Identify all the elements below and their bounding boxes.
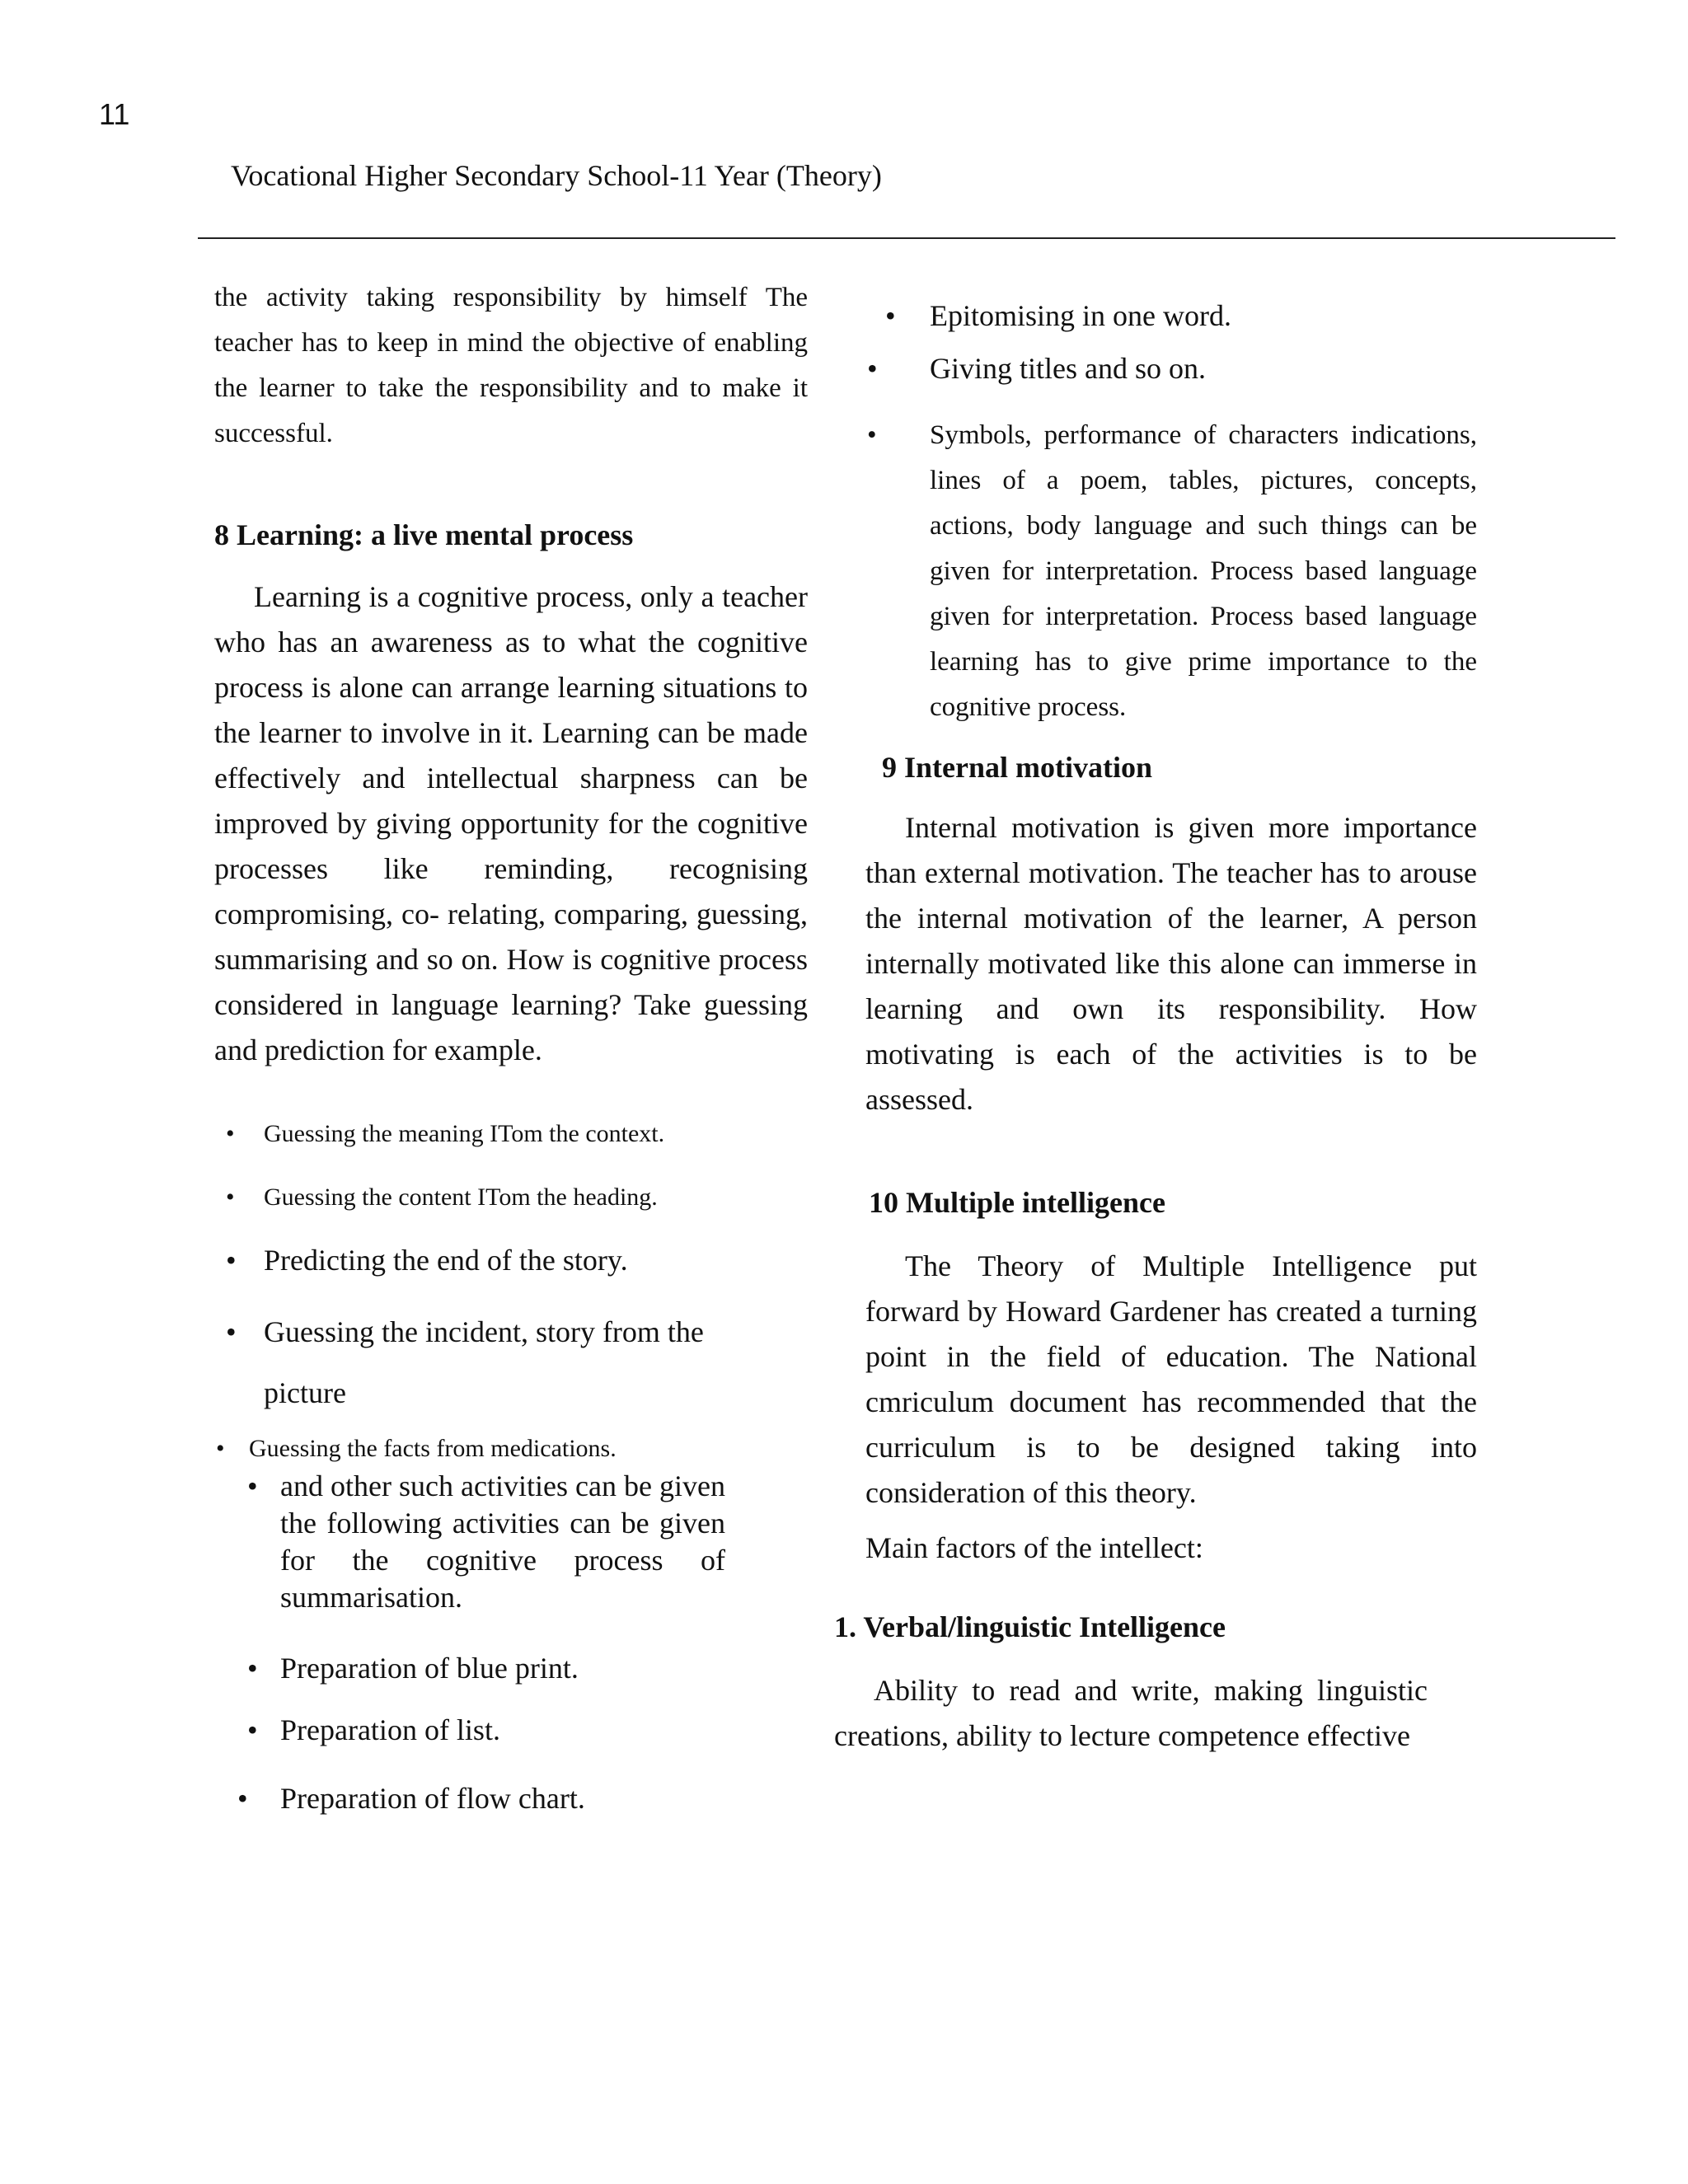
bullet-dot-icon: • bbox=[247, 1469, 258, 1502]
list-item bbox=[214, 1174, 808, 1220]
list-item-text: Guessing the facts from medications. bbox=[249, 1435, 617, 1462]
section-10-paragraph: The Theory of Multiple Intelligence put forward by Howard Gardener has created a turning point in the field of education. The National cmriculum document has recommended that the curriculum is to be designed taking into consideration of this theory. bbox=[865, 1249, 1477, 1509]
bullet-dot-icon: • bbox=[216, 1435, 225, 1462]
list-item-text: Guessing the incident, story from the picture bbox=[264, 1315, 704, 1409]
header-rule bbox=[198, 237, 1615, 239]
guessing-bullet-list bbox=[214, 1111, 808, 1616]
subsection-1-paragraph: Ability to read and write, making linguistic creations, ability to lecture competence effective bbox=[834, 1674, 1428, 1752]
interpretation-bullet-list bbox=[834, 285, 1477, 730]
left-column bbox=[214, 275, 808, 1821]
section-8-heading: 8 Learning: a live mental process bbox=[214, 518, 634, 551]
list-item-text: Predicting the end of the story. bbox=[264, 1244, 628, 1277]
list-item bbox=[214, 1776, 808, 1821]
list-item-text: Preparation of list. bbox=[280, 1713, 500, 1746]
section-9-heading: 9 Internal motivation bbox=[882, 751, 1152, 784]
list-item bbox=[214, 1468, 808, 1616]
bullet-dot-icon: • bbox=[247, 1713, 258, 1746]
bullet-dot-icon: • bbox=[237, 1782, 248, 1815]
bullet-dot-icon: • bbox=[247, 1652, 258, 1685]
section-9-paragraph: Internal motivation is given more importance than external motivation. The teacher has to arouse the internal motivation of the learner, A person internally motivated like this alone can immerse in learning and own its responsibility. How motivating is each of the activities is to be assessed. bbox=[865, 811, 1477, 1116]
list-item bbox=[214, 1708, 808, 1753]
list-item-text: Guessing the content ITom the heading. bbox=[264, 1183, 658, 1211]
list-item bbox=[214, 1301, 808, 1423]
list-item bbox=[214, 1430, 808, 1468]
running-header: Vocational Higher Secondary School-11 Year (Theory) bbox=[231, 159, 882, 192]
summarisation-bullet-list bbox=[214, 1646, 808, 1821]
bullet-dot-icon: • bbox=[885, 299, 896, 332]
list-item-text: Symbols, performance of characters indications, lines of a poem, tables, pictures, concepts, actions, body language and such things can be given for interpretation. Process based language given for interpretation. Process based language learning has to give prime importance to the cognitive process. bbox=[930, 420, 1477, 722]
bullet-dot-icon: • bbox=[226, 1183, 235, 1211]
list-item-text: Preparation of blue print. bbox=[280, 1652, 579, 1685]
page-number: 11 bbox=[99, 97, 130, 131]
list-item bbox=[214, 1646, 808, 1691]
list-item-text: Preparation of flow chart. bbox=[280, 1782, 585, 1815]
subsection-1-heading: 1. Verbal/linguistic Intelligence bbox=[834, 1610, 1226, 1643]
section-8-paragraph: Learning is a cognitive process, only a teacher who has an awareness as to what the cognitive process is alone can arrange learning situations to the learner to involve in it. Learning can be made effectively and intellectual sharpness can be improved by giving opportunity for the cognitive processes like reminding, recognising compromising, co- relating, comparing, guessing, summarising and so on. How is cognitive process considered in language learning? Take guessing and prediction for example. bbox=[214, 580, 808, 1066]
list-item-text: Giving titles and so on. bbox=[930, 352, 1206, 385]
section-10-heading: 10 Multiple intelligence bbox=[869, 1186, 1165, 1219]
bullet-dot-icon: • bbox=[226, 1244, 237, 1277]
intro-paragraph: the activity taking responsibility by himself The teacher has to keep in mind the objective of enabling the learner to take the responsibility and to make it successful. bbox=[214, 283, 808, 448]
factors-label: Main factors of the intellect: bbox=[865, 1531, 1203, 1564]
list-item-text: and other such activities can be given the following activities can be given for the cognitive process of summarisation. bbox=[280, 1469, 725, 1614]
list-item bbox=[834, 346, 1477, 391]
bullet-dot-icon: • bbox=[867, 352, 878, 385]
bullet-dot-icon: • bbox=[226, 1120, 235, 1147]
list-item-text: Guessing the meaning ITom the context. bbox=[264, 1120, 665, 1147]
list-item bbox=[834, 413, 1477, 730]
bullet-dot-icon: • bbox=[226, 1315, 237, 1348]
list-item bbox=[834, 285, 1284, 346]
bullet-dot-icon: • bbox=[867, 420, 877, 450]
right-column bbox=[834, 285, 1477, 1759]
list-item bbox=[214, 1111, 808, 1156]
list-item bbox=[214, 1238, 808, 1283]
list-item-text: Epitomising in one word. bbox=[930, 299, 1231, 332]
